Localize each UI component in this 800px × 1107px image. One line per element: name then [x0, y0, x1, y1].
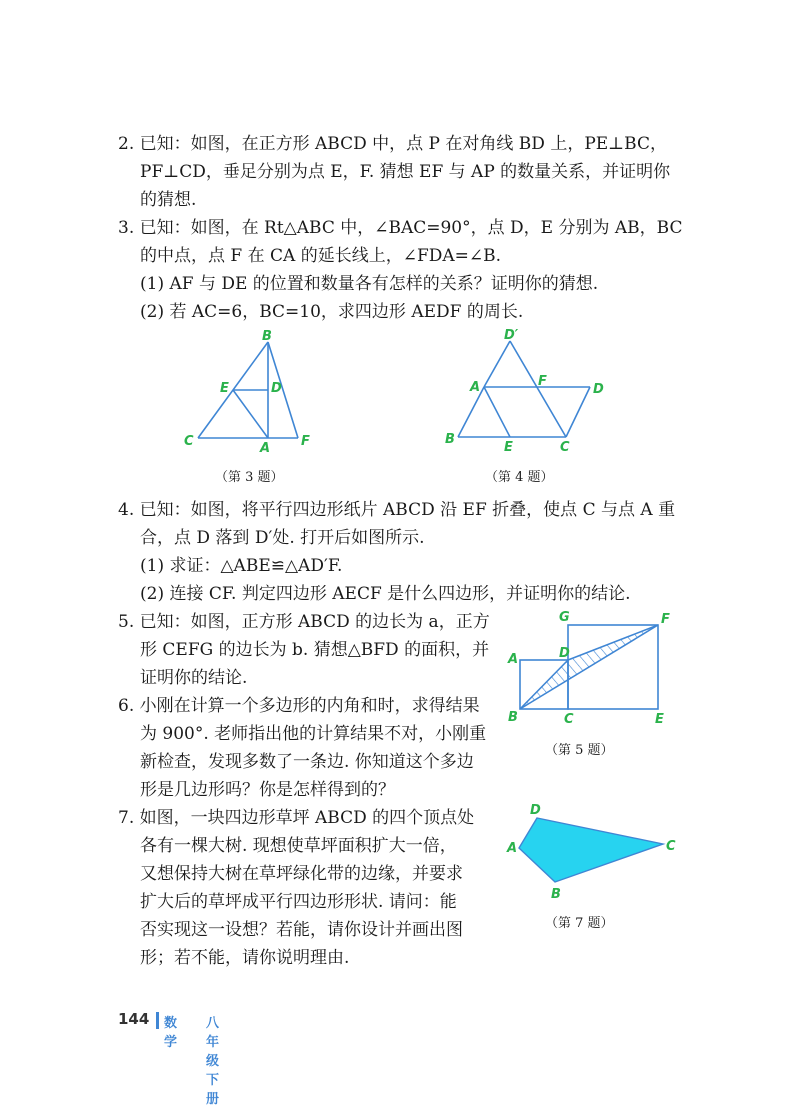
text-line: 6. 小刚在计算一个多边形的内角和时，求得结果: [118, 696, 480, 716]
fig5-label-c: C: [564, 712, 574, 727]
text-line: 的中点，点 F 在 CA 的延长线上，∠FDA=∠B.: [140, 246, 502, 266]
text-line: 4. 已知：如图，将平行四边形纸片 ABCD 沿 EF 折叠，使点 C 与点 A 重: [118, 500, 676, 520]
fig7-label-d: D: [530, 803, 541, 818]
fig7-label-a: A: [507, 841, 518, 856]
text-line: PF⊥CD，垂足分别为点 E，F. 猜想 EF 与 AP 的数量关系，并证明你: [140, 162, 671, 182]
text-line: 形；若不能，请你说明理由.: [140, 948, 350, 968]
fig5-label-a: A: [508, 652, 519, 667]
fig3-caption: （第 3 题）: [215, 470, 284, 485]
fig3-label-f: F: [301, 434, 310, 449]
fig5-label-f: F: [661, 612, 670, 627]
fig3-label-e: E: [220, 381, 229, 396]
text-line: 合，点 D 落到 D′处. 打开后如图所示.: [140, 528, 425, 548]
text-line: 形 CEFG 的边长为 b. 猜想△BFD 的面积，并: [140, 640, 490, 660]
text-line: 2. 已知：如图，在正方形 ABCD 中，点 P 在对角线 BD 上，PE⊥BC，: [118, 134, 667, 154]
text-line: 扩大后的草坪成平行四边形形状. 请问：能: [140, 892, 457, 912]
fig7-label-c: C: [666, 839, 676, 854]
fig5-label-e: E: [655, 712, 664, 727]
text-line: (1) 求证：△ABE≌△AD′F.: [140, 556, 343, 576]
fig3-label-a: A: [260, 441, 271, 455]
fig7-label-b: B: [551, 887, 561, 902]
footer-book: 八年级下册: [206, 1016, 220, 1107]
text-line: 的猜想.: [140, 190, 197, 210]
text-line: 证明你的结论.: [140, 668, 248, 688]
fig4-label-dprime: D′: [504, 328, 519, 343]
fig5-label-d: D: [559, 646, 570, 661]
text-line: 7. 如图，一块四边形草坪 ABCD 的四个顶点处: [118, 808, 475, 828]
fig4-label-c: C: [560, 440, 570, 455]
text-line: 为 900°. 老师指出他的计算结果不对，小刚重: [140, 724, 487, 744]
fig5-caption: （第 5 题）: [545, 743, 614, 758]
figure-5: [500, 605, 685, 735]
fig3-label-b: B: [262, 330, 272, 344]
fig4-label-a: A: [470, 380, 481, 395]
figure-3: [180, 330, 320, 455]
fig4-label-d: D: [593, 382, 604, 397]
text-line: (2) 连接 CF. 判定四边形 AECF 是什么四边形，并证明你的结论.: [140, 584, 631, 604]
figure-7: [505, 800, 680, 905]
text-line: 否实现这一设想？若能，请你设计并画出图: [140, 920, 463, 940]
figure-4: [440, 325, 615, 455]
fig5-label-g: G: [559, 610, 570, 625]
footer-subject: 数学: [164, 1016, 178, 1050]
fig4-label-e: E: [504, 440, 513, 455]
text-line: (1) AF 与 DE 的位置和数量各有怎样的关系？证明你的猜想.: [140, 274, 599, 294]
fig5-label-b: B: [508, 710, 518, 725]
fig3-label-c: C: [184, 434, 194, 449]
fig3-label-d: D: [271, 381, 282, 396]
text-line: 又想保持大树在草坪绿化带的边缘，并要求: [140, 864, 463, 884]
fig7-caption: （第 7 题）: [545, 916, 614, 931]
footer-divider: [156, 1012, 159, 1029]
text-line: 5. 已知：如图，正方形 ABCD 的边长为 a，正方: [118, 612, 490, 632]
text-line: 各有一棵大树. 现想使草坪面积扩大一倍，: [140, 836, 457, 856]
text-line: 3. 已知：如图，在 Rt△ABC 中，∠BAC=90°，点 D，E 分别为 AB，BC: [118, 218, 683, 238]
fig4-caption: （第 4 题）: [485, 470, 554, 485]
fig4-label-f: F: [538, 374, 547, 389]
text-line: 新检查，发现多数了一条边. 你知道这个多边: [140, 752, 474, 772]
text-line: 形是几边形吗？你是怎样得到的？: [140, 780, 395, 800]
fig4-label-b: B: [445, 432, 455, 447]
page-number: 144: [118, 1010, 150, 1028]
text-line: (2) 若 AC=6，BC=10，求四边形 AEDF 的周长.: [140, 302, 524, 322]
